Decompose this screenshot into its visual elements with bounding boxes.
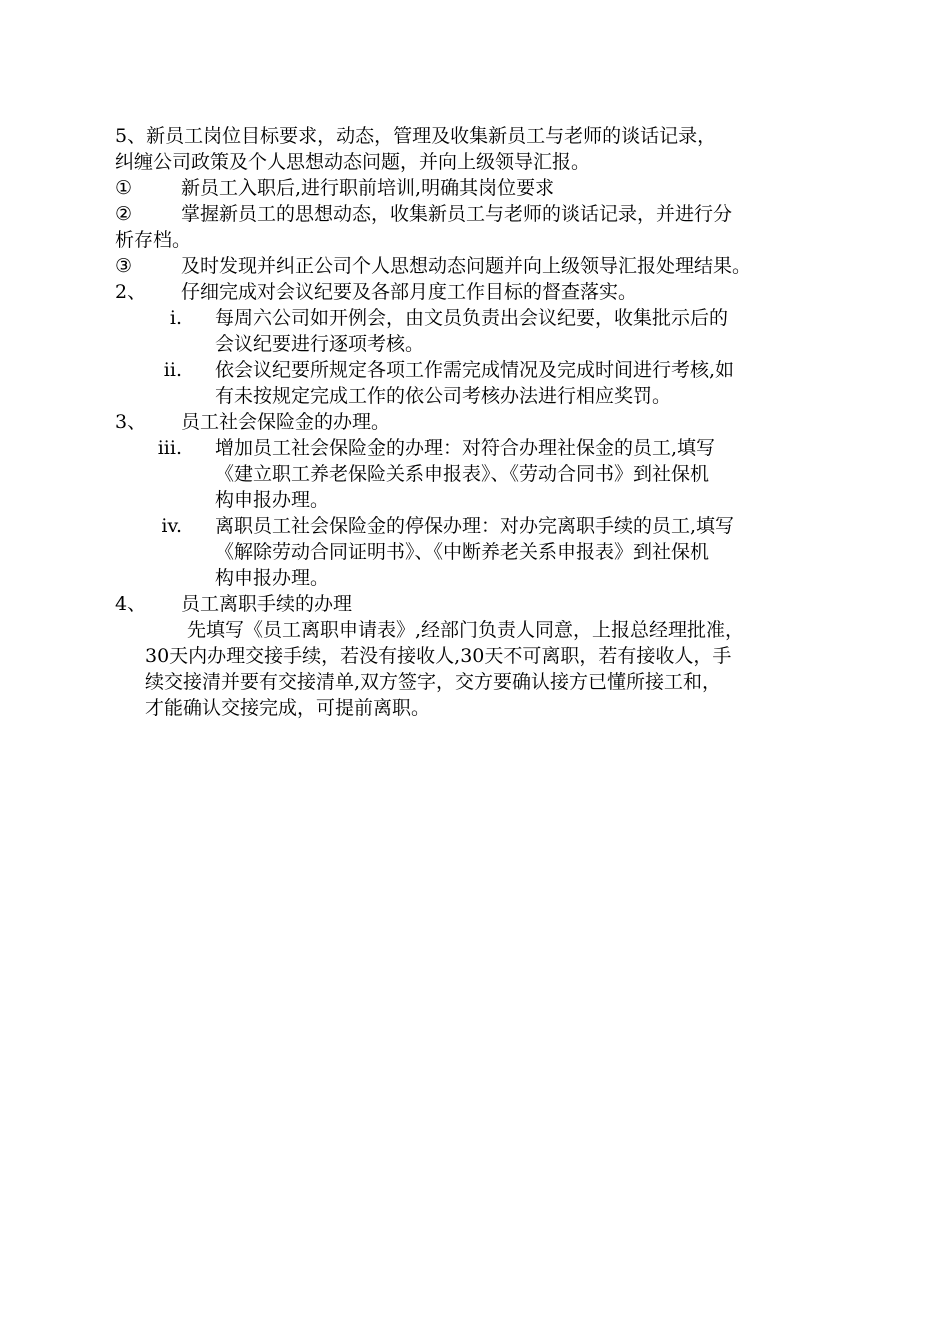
numbered-marker: 4、	[115, 593, 147, 615]
roman-marker: iii.	[157, 437, 182, 459]
numbered-item-text: 员工离职手续的办理	[181, 593, 353, 615]
resignation-paragraph	[115, 617, 845, 721]
paragraph-line: 先填写《员工离职申请表》,经部门负责人同意，上报总经理批准，	[187, 619, 745, 641]
circled-item-3	[115, 253, 845, 279]
numbered-item-text: 仔细完成对会议纪要及各部月度工作目标的督查落实。	[181, 281, 638, 303]
roman-item-text: 构申报办理。	[215, 567, 330, 589]
roman-item-iv	[115, 513, 845, 591]
roman-item-text: 构申报办理。	[215, 489, 330, 511]
circled-item-text: 及时发现并纠正公司个人思想动态问题并向上级领导汇报处理结果。	[181, 255, 752, 277]
circled-item-2-continuation: 析存档。	[115, 229, 192, 251]
roman-item-text: 会议纪要进行逐项考核。	[215, 333, 425, 355]
paragraph-line: 才能确认交接完成，可提前离职。	[145, 697, 431, 719]
roman-item-i	[115, 305, 845, 357]
circled-item-1	[115, 175, 845, 201]
roman-item-text: 依会议纪要所规定各项工作需完成情况及完成时间进行考核,如	[215, 359, 735, 381]
roman-item-text: 每周六公司如开例会，由文员负责出会议纪要，收集批示后的	[215, 307, 729, 329]
circled-marker: ②	[115, 203, 133, 225]
numbered-marker: 2、	[115, 281, 147, 303]
circled-marker: ③	[115, 255, 133, 277]
roman-item-iii	[115, 435, 845, 513]
roman-marker: i.	[169, 307, 182, 329]
circled-item-text: 新员工入职后,进行职前培训,明确其岗位要求	[181, 177, 555, 199]
numbered-marker: 3、	[115, 411, 147, 433]
numbered-item-2	[115, 279, 845, 305]
roman-item-text: 有未按规定完成工作的依公司考核办法进行相应奖罚。	[215, 385, 672, 407]
roman-marker: iv.	[161, 515, 182, 537]
roman-item-text: 《建立职工养老保险关系申报表》、《劳动合同书》到社保机	[215, 463, 710, 485]
roman-item-text: 离职员工社会保险金的停保办理：对办完离职手续的员工,填写	[215, 515, 735, 537]
paragraph-line: 30天内办理交接手续，若没有接收人,30天不可离职，若有接收人，手	[145, 645, 732, 667]
circled-marker: ①	[115, 177, 133, 199]
circled-item-text: 掌握新员工的思想动态，收集新员工与老师的谈话记录，并进行分	[181, 203, 733, 225]
document-body	[115, 123, 845, 721]
roman-item-ii	[115, 357, 845, 409]
paragraph-line: 续交接清并要有交接清单,双方签字，交方要确认接方已懂所接工和，	[145, 671, 722, 693]
circled-item-2	[115, 201, 845, 227]
numbered-item-3	[115, 409, 845, 435]
numbered-item-text: 员工社会保险金的办理。	[181, 411, 391, 433]
roman-item-text: 增加员工社会保险金的办理：对符合办理社保金的员工,填写	[215, 437, 716, 459]
intro-line-1: 5、新员工岗位目标要求，动态，管理及收集新员工与老师的谈话记录，	[115, 125, 717, 147]
numbered-item-4	[115, 591, 845, 617]
roman-item-text: 《解除劳动合同证明书》、《中断养老关系申报表》到社保机	[215, 541, 710, 563]
roman-marker: ii.	[163, 359, 182, 381]
intro-line-2: 纠缠公司政策及个人思想动态问题，并向上级领导汇报。	[115, 151, 591, 173]
